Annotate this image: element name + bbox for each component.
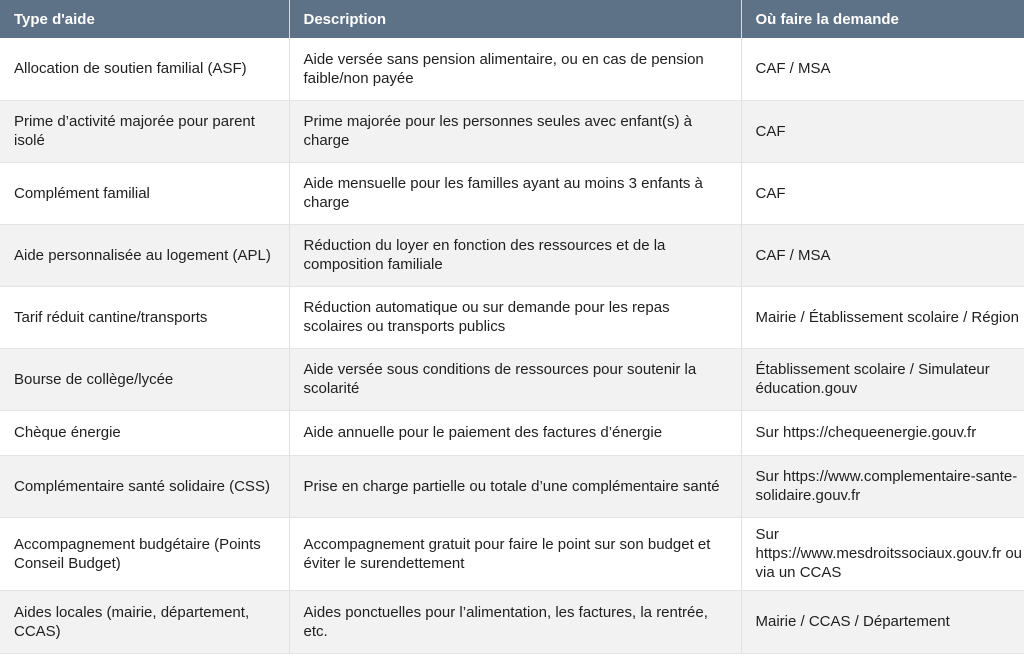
cell-type: Accompagnement budgétaire (Points Conseil Budget) bbox=[0, 517, 289, 590]
table-row bbox=[0, 517, 1024, 590]
cell-description: Prime majorée pour les personnes seules avec enfant(s) à charge bbox=[289, 100, 741, 162]
cell-type: Aide personnalisée au logement (APL) bbox=[0, 224, 289, 286]
cell-description: Prise en charge partielle ou totale d’une complémentaire santé bbox=[289, 455, 741, 517]
cell-type: Tarif réduit cantine/transports bbox=[0, 286, 289, 348]
cell-where: Mairie / Établissement scolaire / Région bbox=[741, 286, 1024, 348]
cell-type: Aides locales (mairie, département, CCAS) bbox=[0, 590, 289, 653]
table-row bbox=[0, 286, 1024, 348]
table-row bbox=[0, 224, 1024, 286]
cell-description: Accompagnement gratuit pour faire le point sur son budget et éviter le surendettement bbox=[289, 517, 741, 590]
header-row bbox=[0, 0, 1024, 38]
table-row bbox=[0, 38, 1024, 100]
table-row bbox=[0, 590, 1024, 653]
cell-where: Mairie / CCAS / Département bbox=[741, 590, 1024, 653]
cell-description: Aide versée sans pension alimentaire, ou en cas de pension faible/non payée bbox=[289, 38, 741, 100]
cell-description: Réduction du loyer en fonction des ressources et de la composition familiale bbox=[289, 224, 741, 286]
cell-where: Sur https://www.complementaire-sante-solidaire.gouv.fr bbox=[741, 455, 1024, 517]
cell-description: Réduction automatique ou sur demande pour les repas scolaires ou transports publics bbox=[289, 286, 741, 348]
table-header bbox=[0, 0, 1024, 38]
cell-type: Complément familial bbox=[0, 162, 289, 224]
cell-type: Chèque énergie bbox=[0, 410, 289, 455]
cell-description: Aide mensuelle pour les familles ayant au moins 3 enfants à charge bbox=[289, 162, 741, 224]
header-description: Description bbox=[289, 0, 741, 38]
cell-description: Aide annuelle pour le paiement des factures d’énergie bbox=[289, 410, 741, 455]
cell-where: CAF / MSA bbox=[741, 38, 1024, 100]
cell-description: Aide versée sous conditions de ressources pour soutenir la scolarité bbox=[289, 348, 741, 410]
cell-description: Aides ponctuelles pour l’alimentation, les factures, la rentrée, etc. bbox=[289, 590, 741, 653]
header-type: Type d'aide bbox=[0, 0, 289, 38]
table-row bbox=[0, 348, 1024, 410]
table-row bbox=[0, 162, 1024, 224]
cell-where: Établissement scolaire / Simulateur éducation.gouv bbox=[741, 348, 1024, 410]
cell-where: Sur https://chequeenergie.gouv.fr bbox=[741, 410, 1024, 455]
cell-type: Allocation de soutien familial (ASF) bbox=[0, 38, 289, 100]
table-row bbox=[0, 455, 1024, 517]
table-row bbox=[0, 410, 1024, 455]
cell-type: Complémentaire santé solidaire (CSS) bbox=[0, 455, 289, 517]
table-body bbox=[0, 38, 1024, 653]
cell-where: Sur https://www.mesdroitssociaux.gouv.fr ou via un CCAS bbox=[741, 517, 1024, 590]
header-where: Où faire la demande bbox=[741, 0, 1024, 38]
cell-where: CAF / MSA bbox=[741, 224, 1024, 286]
cell-where: CAF bbox=[741, 100, 1024, 162]
table-row bbox=[0, 100, 1024, 162]
cell-type: Prime d’activité majorée pour parent isolé bbox=[0, 100, 289, 162]
cell-type: Bourse de collège/lycée bbox=[0, 348, 289, 410]
cell-where: CAF bbox=[741, 162, 1024, 224]
